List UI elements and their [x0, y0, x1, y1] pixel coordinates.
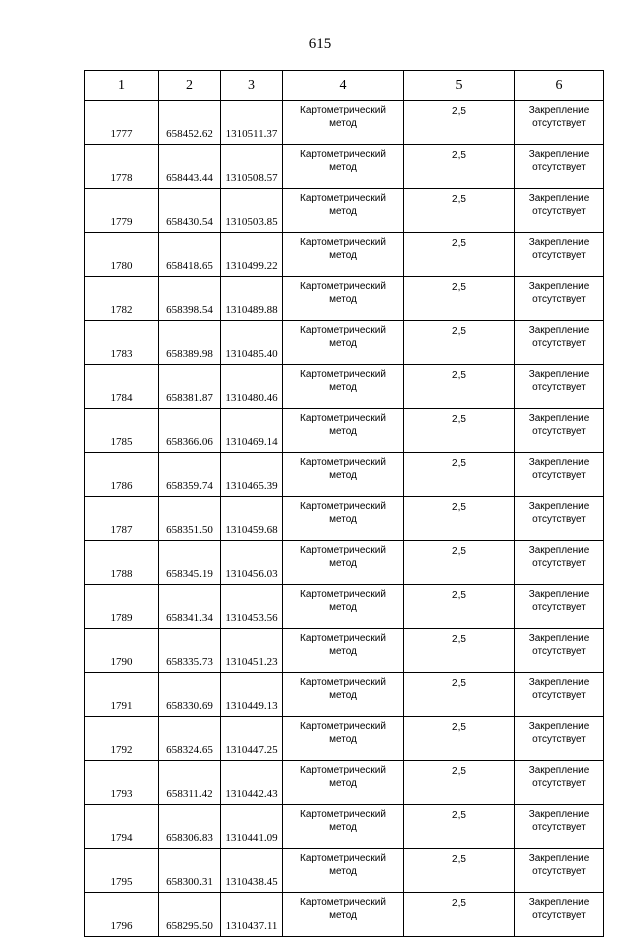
fixing-cell [515, 101, 604, 145]
header-cell: 5 [404, 71, 515, 101]
x-coordinate-cell: 658381.87 [159, 365, 221, 409]
method-cell [283, 629, 404, 673]
table-row [85, 761, 604, 805]
y-coordinate-cell: 1310438.45 [221, 849, 283, 893]
y-coordinate-cell: 1310503.85 [221, 189, 283, 233]
accuracy-cell: 2,5 [404, 101, 515, 145]
fixing-text: отсутствует [532, 294, 586, 305]
method-text: Картометрический [300, 369, 386, 380]
x-coordinate-cell: 658443.44 [159, 145, 221, 189]
method-cell [283, 409, 404, 453]
point-id-cell: 1782 [85, 277, 159, 321]
method-cell [283, 453, 404, 497]
method-cell [283, 585, 404, 629]
x-coordinate-cell: 658330.69 [159, 673, 221, 717]
fixing-cell [515, 717, 604, 761]
method-text: метод [329, 162, 357, 173]
fixing-text: отсутствует [532, 514, 586, 525]
fixing-text: отсутствует [532, 250, 586, 261]
y-coordinate-cell: 1310485.40 [221, 321, 283, 365]
y-coordinate-cell: 1310437.11 [221, 893, 283, 937]
table-row [85, 277, 604, 321]
table-row [85, 893, 604, 937]
method-cell [283, 805, 404, 849]
method-text: Картометрический [300, 853, 386, 864]
method-cell [283, 321, 404, 365]
fixing-text: отсутствует [532, 118, 586, 129]
point-id-cell: 1794 [85, 805, 159, 849]
header-cell: 6 [515, 71, 604, 101]
method-cell [283, 893, 404, 937]
method-text: Картометрический [300, 589, 386, 600]
method-text: Картометрический [300, 457, 386, 468]
method-text: метод [329, 910, 357, 921]
point-id-cell: 1780 [85, 233, 159, 277]
fixing-cell [515, 189, 604, 233]
accuracy-cell: 2,5 [404, 497, 515, 541]
x-coordinate-cell: 658359.74 [159, 453, 221, 497]
x-coordinate-cell: 658300.31 [159, 849, 221, 893]
fixing-text: отсутствует [532, 558, 586, 569]
fixing-cell [515, 277, 604, 321]
fixing-text: отсутствует [532, 646, 586, 657]
fixing-cell [515, 761, 604, 805]
point-id-cell: 1793 [85, 761, 159, 805]
point-id-cell: 1788 [85, 541, 159, 585]
fixing-cell [515, 673, 604, 717]
accuracy-cell: 2,5 [404, 453, 515, 497]
fixing-cell [515, 453, 604, 497]
accuracy-cell: 2,5 [404, 541, 515, 585]
method-text: Картометрический [300, 765, 386, 776]
method-text: Картометрический [300, 809, 386, 820]
coordinates-table [84, 70, 604, 937]
point-id-cell: 1779 [85, 189, 159, 233]
fixing-text: отсутствует [532, 866, 586, 877]
fixing-cell [515, 849, 604, 893]
method-cell [283, 761, 404, 805]
fixing-text: Закрепление [528, 633, 590, 644]
accuracy-cell: 2,5 [404, 233, 515, 277]
x-coordinate-cell: 658324.65 [159, 717, 221, 761]
y-coordinate-cell: 1310499.22 [221, 233, 283, 277]
method-text: метод [329, 294, 357, 305]
point-id-cell: 1777 [85, 101, 159, 145]
table-row [85, 321, 604, 365]
fixing-text: отсутствует [532, 778, 586, 789]
point-id-cell: 1796 [85, 893, 159, 937]
method-cell [283, 541, 404, 585]
y-coordinate-cell: 1310449.13 [221, 673, 283, 717]
fixing-cell [515, 629, 604, 673]
x-coordinate-cell: 658345.19 [159, 541, 221, 585]
method-text: метод [329, 250, 357, 261]
fixing-text: Закрепление [528, 281, 590, 292]
fixing-text: Закрепление [528, 325, 590, 336]
accuracy-cell: 2,5 [404, 629, 515, 673]
fixing-text: Закрепление [528, 677, 590, 688]
table-row [85, 717, 604, 761]
fixing-text: Закрепление [528, 105, 590, 116]
accuracy-cell: 2,5 [404, 717, 515, 761]
method-text: метод [329, 558, 357, 569]
fixing-text: отсутствует [532, 338, 586, 349]
fixing-text: отсутствует [532, 470, 586, 481]
method-text: Картометрический [300, 325, 386, 336]
point-id-cell: 1790 [85, 629, 159, 673]
point-id-cell: 1791 [85, 673, 159, 717]
method-text: метод [329, 470, 357, 481]
table-row [85, 497, 604, 541]
fixing-text: Закрепление [528, 897, 590, 908]
method-text: метод [329, 514, 357, 525]
method-text: Картометрический [300, 501, 386, 512]
page-number: 615 [308, 36, 332, 52]
point-id-cell: 1778 [85, 145, 159, 189]
table-row [85, 189, 604, 233]
accuracy-cell: 2,5 [404, 849, 515, 893]
method-text: Картометрический [300, 413, 386, 424]
fixing-cell [515, 585, 604, 629]
method-text: метод [329, 426, 357, 437]
header-cell: 4 [283, 71, 404, 101]
fixing-cell [515, 145, 604, 189]
table-row [85, 365, 604, 409]
y-coordinate-cell: 1310508.57 [221, 145, 283, 189]
method-cell [283, 365, 404, 409]
x-coordinate-cell: 658335.73 [159, 629, 221, 673]
point-id-cell: 1789 [85, 585, 159, 629]
fixing-text: Закрепление [528, 853, 590, 864]
method-text: метод [329, 646, 357, 657]
point-id-cell: 1784 [85, 365, 159, 409]
point-id-cell: 1792 [85, 717, 159, 761]
fixing-text: Закрепление [528, 809, 590, 820]
table-row [85, 541, 604, 585]
x-coordinate-cell: 658295.50 [159, 893, 221, 937]
fixing-text: Закрепление [528, 721, 590, 732]
fixing-text: Закрепление [528, 193, 590, 204]
accuracy-cell: 2,5 [404, 321, 515, 365]
method-cell [283, 101, 404, 145]
method-text: Картометрический [300, 897, 386, 908]
x-coordinate-cell: 658366.06 [159, 409, 221, 453]
table-row [85, 585, 604, 629]
accuracy-cell: 2,5 [404, 189, 515, 233]
x-coordinate-cell: 658311.42 [159, 761, 221, 805]
y-coordinate-cell: 1310442.43 [221, 761, 283, 805]
x-coordinate-cell: 658351.50 [159, 497, 221, 541]
fixing-text: Закрепление [528, 149, 590, 160]
fixing-text: отсутствует [532, 426, 586, 437]
method-text: Картометрический [300, 281, 386, 292]
accuracy-cell: 2,5 [404, 409, 515, 453]
table-row [85, 453, 604, 497]
header-cell: 2 [159, 71, 221, 101]
method-cell [283, 233, 404, 277]
fixing-text: Закрепление [528, 765, 590, 776]
x-coordinate-cell: 658430.54 [159, 189, 221, 233]
method-text: метод [329, 602, 357, 613]
point-id-cell: 1783 [85, 321, 159, 365]
fixing-cell [515, 233, 604, 277]
table-row [85, 145, 604, 189]
fixing-text: Закрепление [528, 237, 590, 248]
fixing-text: Закрепление [528, 589, 590, 600]
table-row [85, 805, 604, 849]
fixing-cell [515, 805, 604, 849]
method-cell [283, 189, 404, 233]
method-text: метод [329, 118, 357, 129]
method-cell [283, 145, 404, 189]
point-id-cell: 1795 [85, 849, 159, 893]
accuracy-cell: 2,5 [404, 893, 515, 937]
fixing-text: отсутствует [532, 822, 586, 833]
method-text: Картометрический [300, 149, 386, 160]
fixing-cell [515, 497, 604, 541]
accuracy-cell: 2,5 [404, 585, 515, 629]
point-id-cell: 1787 [85, 497, 159, 541]
fixing-text: Закрепление [528, 501, 590, 512]
y-coordinate-cell: 1310459.68 [221, 497, 283, 541]
method-text: Картометрический [300, 633, 386, 644]
method-cell [283, 277, 404, 321]
method-text: Картометрический [300, 677, 386, 688]
header-cell: 1 [85, 71, 159, 101]
y-coordinate-cell: 1310489.88 [221, 277, 283, 321]
method-cell [283, 673, 404, 717]
method-text: метод [329, 382, 357, 393]
header-row [85, 71, 604, 101]
table-row [85, 849, 604, 893]
method-text: метод [329, 734, 357, 745]
method-text: метод [329, 866, 357, 877]
x-coordinate-cell: 658452.62 [159, 101, 221, 145]
fixing-cell [515, 321, 604, 365]
fixing-text: Закрепление [528, 413, 590, 424]
method-text: метод [329, 778, 357, 789]
method-text: метод [329, 822, 357, 833]
point-id-cell: 1785 [85, 409, 159, 453]
table-row [85, 629, 604, 673]
accuracy-cell: 2,5 [404, 805, 515, 849]
header-cell: 3 [221, 71, 283, 101]
fixing-cell [515, 541, 604, 585]
y-coordinate-cell: 1310469.14 [221, 409, 283, 453]
point-id-cell: 1786 [85, 453, 159, 497]
y-coordinate-cell: 1310441.09 [221, 805, 283, 849]
accuracy-cell: 2,5 [404, 277, 515, 321]
method-text: Картометрический [300, 237, 386, 248]
method-text: метод [329, 690, 357, 701]
method-text: Картометрический [300, 193, 386, 204]
method-cell [283, 849, 404, 893]
accuracy-cell: 2,5 [404, 761, 515, 805]
table-row [85, 233, 604, 277]
table-row [85, 673, 604, 717]
method-cell [283, 497, 404, 541]
y-coordinate-cell: 1310447.25 [221, 717, 283, 761]
method-text: Картометрический [300, 545, 386, 556]
table-row [85, 409, 604, 453]
fixing-cell [515, 893, 604, 937]
fixing-text: отсутствует [532, 734, 586, 745]
accuracy-cell: 2,5 [404, 365, 515, 409]
fixing-text: Закрепление [528, 545, 590, 556]
y-coordinate-cell: 1310456.03 [221, 541, 283, 585]
table-row [85, 101, 604, 145]
fixing-text: отсутствует [532, 690, 586, 701]
fixing-text: Закрепление [528, 457, 590, 468]
x-coordinate-cell: 658306.83 [159, 805, 221, 849]
y-coordinate-cell: 1310465.39 [221, 453, 283, 497]
method-cell [283, 717, 404, 761]
method-text: метод [329, 206, 357, 217]
fixing-text: отсутствует [532, 910, 586, 921]
y-coordinate-cell: 1310451.23 [221, 629, 283, 673]
fixing-text: отсутствует [532, 602, 586, 613]
y-coordinate-cell: 1310511.37 [221, 101, 283, 145]
accuracy-cell: 2,5 [404, 145, 515, 189]
fixing-cell [515, 409, 604, 453]
x-coordinate-cell: 658341.34 [159, 585, 221, 629]
fixing-text: отсутствует [532, 206, 586, 217]
x-coordinate-cell: 658389.98 [159, 321, 221, 365]
fixing-text: отсутствует [532, 162, 586, 173]
y-coordinate-cell: 1310453.56 [221, 585, 283, 629]
fixing-text: отсутствует [532, 382, 586, 393]
x-coordinate-cell: 658398.54 [159, 277, 221, 321]
fixing-cell [515, 365, 604, 409]
accuracy-cell: 2,5 [404, 673, 515, 717]
method-text: метод [329, 338, 357, 349]
method-text: Картометрический [300, 721, 386, 732]
y-coordinate-cell: 1310480.46 [221, 365, 283, 409]
x-coordinate-cell: 658418.65 [159, 233, 221, 277]
fixing-text: Закрепление [528, 369, 590, 380]
method-text: Картометрический [300, 105, 386, 116]
